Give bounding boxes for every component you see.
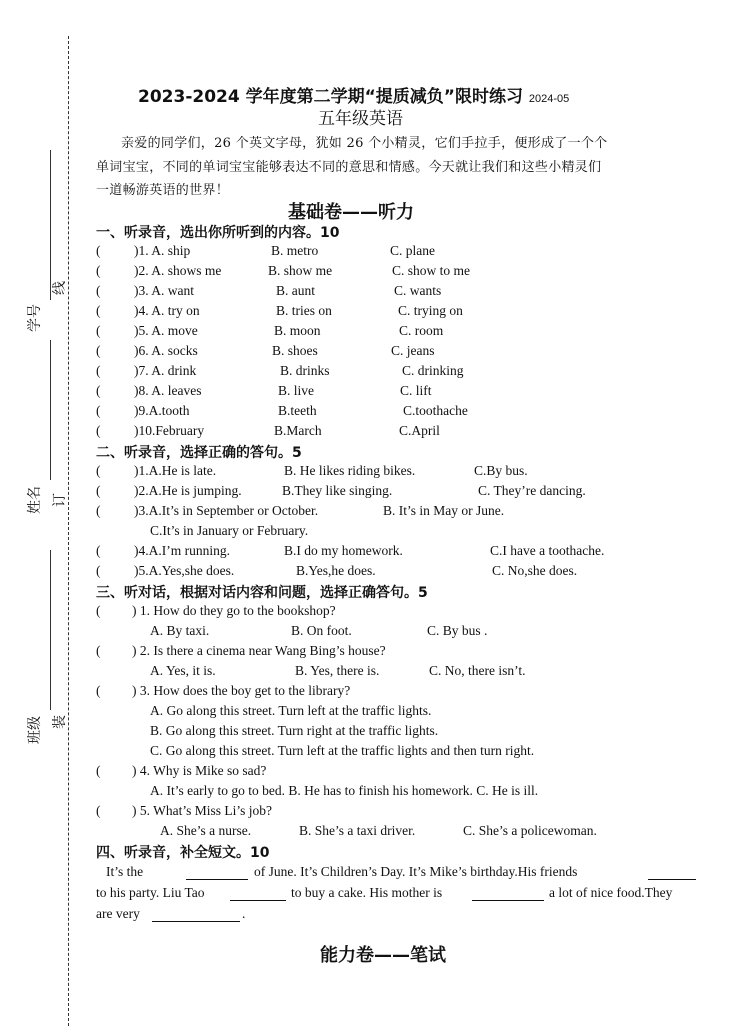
blank-5[interactable] [152, 909, 240, 922]
class-blank [50, 550, 51, 710]
section-writing-title: 能力卷——笔试 [320, 945, 446, 966]
p3-q3-option-b: B. Go along this street. Turn right at the traffic lights. [150, 723, 439, 738]
p3-q3-option-c: C. Go along this street. Turn left at the traffic lights and then turn right. [150, 743, 535, 758]
part2-title: 二、听录音，选择正确的答句。5 [96, 445, 302, 461]
blank-4[interactable] [472, 888, 544, 901]
margin-xian: 线 [52, 281, 68, 295]
name-label: 姓名 [27, 486, 43, 514]
blank-3[interactable] [230, 888, 286, 901]
part1-title: 一、听录音，选出你所听到的内容。10 [96, 225, 340, 241]
student-number-blank [50, 150, 51, 300]
p3-options-4: A. It’s early to go to bed. B. He has to finish his homework. C. He is ill. [150, 783, 539, 798]
margin-ding: 订 [52, 493, 68, 507]
intro-line-1: 亲爱的同学们，26 个英文字母，犹如 26 个小精灵，它们手拉手，便形成了一个个 [121, 136, 608, 151]
blank-2[interactable] [648, 867, 696, 880]
p2-item-3-option-c: C.It’s in January or February. [150, 523, 309, 538]
exam-date: 2024-05 [528, 93, 570, 105]
p3-q3-option-a: A. Go along this street. Turn left at the traffic lights. [150, 703, 432, 718]
margin-zhuang: 装 [52, 715, 68, 729]
subject-title: 五年级英语 [318, 109, 403, 129]
part3-title: 三、听对话，根据对话内容和问题，选择正确答句。5 [96, 585, 428, 601]
student-number-label: 学号 [27, 304, 43, 332]
name-blank [50, 340, 51, 480]
intro-line-2: 单词宝宝，不同的单词宝宝能够表达不同的意思和情感。今天就让我们和这些小精灵们 [96, 160, 602, 175]
intro-line-3: 一道畅游英语的世界！ [96, 183, 230, 198]
binding-line [68, 36, 69, 1026]
section-listening-title: 基础卷——听力 [288, 202, 414, 223]
part4-title: 四、听录音，补全短文。10 [96, 845, 270, 861]
blank-1[interactable] [186, 867, 248, 880]
class-label: 班级 [27, 716, 43, 744]
page-title: 2023-2024 学年度第二学期“提质减负”限时练习 2024-05 [138, 87, 570, 107]
